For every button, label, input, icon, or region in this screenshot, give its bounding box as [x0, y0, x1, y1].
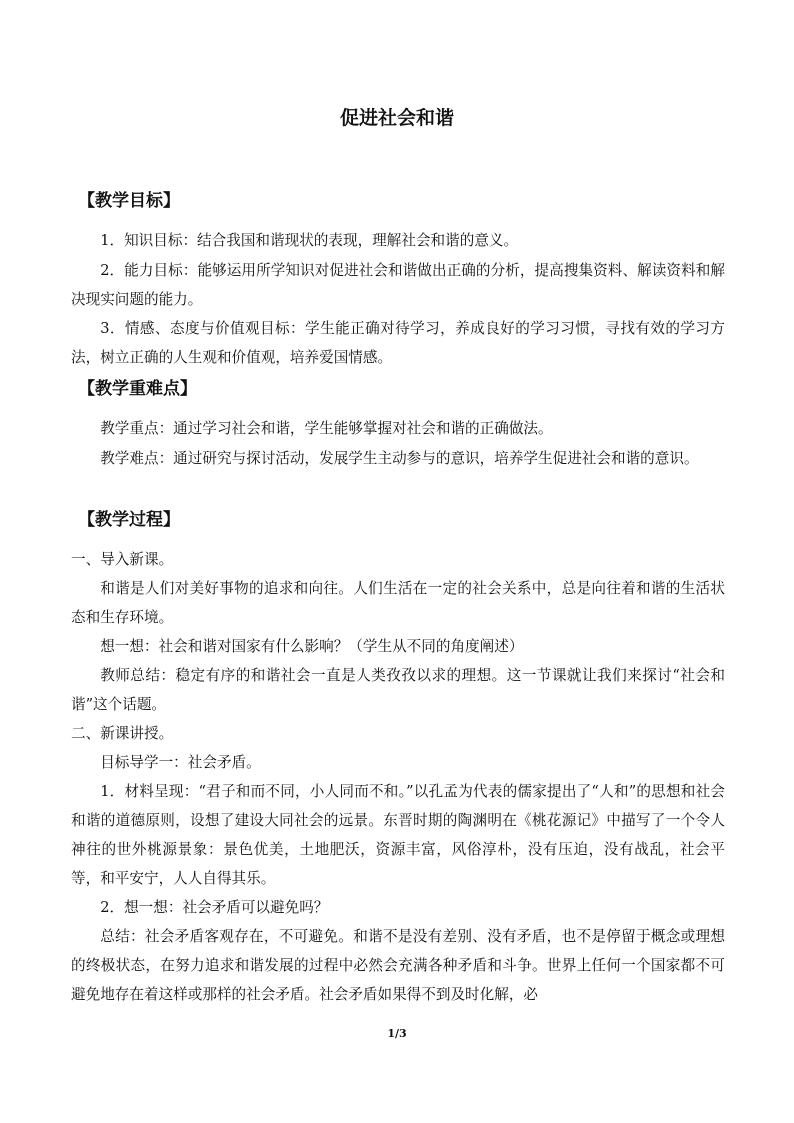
- process-step1-intro: 和谐是人们对美好事物的追求和向往。人们生活在一定的社会关系中，总是向往着和谐的生活状态和生存环境。: [71, 580, 725, 626]
- objective-1: 1．知识目标：结合我国和谐现状的表现，理解社会和谐的意义。: [100, 232, 519, 249]
- section-heading-process: 【教学过程】: [78, 510, 180, 530]
- section-heading-objectives: 【教学目标】: [78, 191, 180, 211]
- process-material: 1．材料呈现：“君子和而不同，小人同而不和。”以孔孟为代表的儒家提出了“人和”的思想和社会和谐的道德原则，设想了建设大同社会的远景。东晋时期的陶渊明在《桃花源记》中描写了一个令人神往的世外桃源景象：景色优美，土地肥沃，资源丰富，风俗淳朴，没有压迫，没有战乱，社会平等，和平安宁，人人自得其乐。: [71, 783, 725, 887]
- key-point-focus: 教学重点：通过学习社会和谐，学生能够掌握对社会和谐的正确做法。: [100, 420, 553, 437]
- section-heading-key-points: 【教学重难点】: [78, 379, 197, 399]
- process-step1-think: 想一想：社会和谐对国家有什么影响？（学生从不同的角度阐述）: [100, 638, 524, 655]
- objective-3: 3．情感、态度与价值观目标：学生能正确对待学习，养成良好的学习习惯，寻找有效的学习方法，树立正确的人生观和价值观，培养爱国情感。: [71, 320, 725, 366]
- process-step2-heading: 二、新课讲授。: [71, 725, 174, 742]
- page-title: 促进社会和谐: [339, 107, 454, 129]
- objective-2: 2．能力目标：能够运用所学知识对促进社会和谐做出正确的分析，提高搜集资料、解读资料和解决现实问题的能力。: [71, 262, 725, 308]
- process-step1-summary: 教师总结：稳定有序的和谐社会一直是人类孜孜以求的理想。这一节课就让我们来探讨“社会和谐”这个话题。: [71, 667, 725, 713]
- process-think2: 2．想一想：社会矛盾可以避免吗？: [100, 899, 329, 916]
- process-summary2: 总结：社会矛盾客观存在，不可避免。和谐不是没有差别、没有矛盾，也不是停留于概念或理想的终极状态，在努力追求和谐发展的过程中必然会充满各种矛盾和斗争。世界上任何一个国家都不可避免地存在着这样或那样的社会矛盾。社会矛盾如果得不到及时化解，必: [71, 928, 725, 1003]
- page-number: 1/3: [387, 1027, 407, 1040]
- process-step1-heading: 一、导入新课。: [71, 551, 174, 568]
- key-point-difficulty: 教学难点：通过研究与探讨活动，发展学生主动参与的意识，培养学生促进社会和谐的意识。: [100, 450, 699, 467]
- process-goal1: 目标导学一：社会矛盾。: [100, 754, 261, 771]
